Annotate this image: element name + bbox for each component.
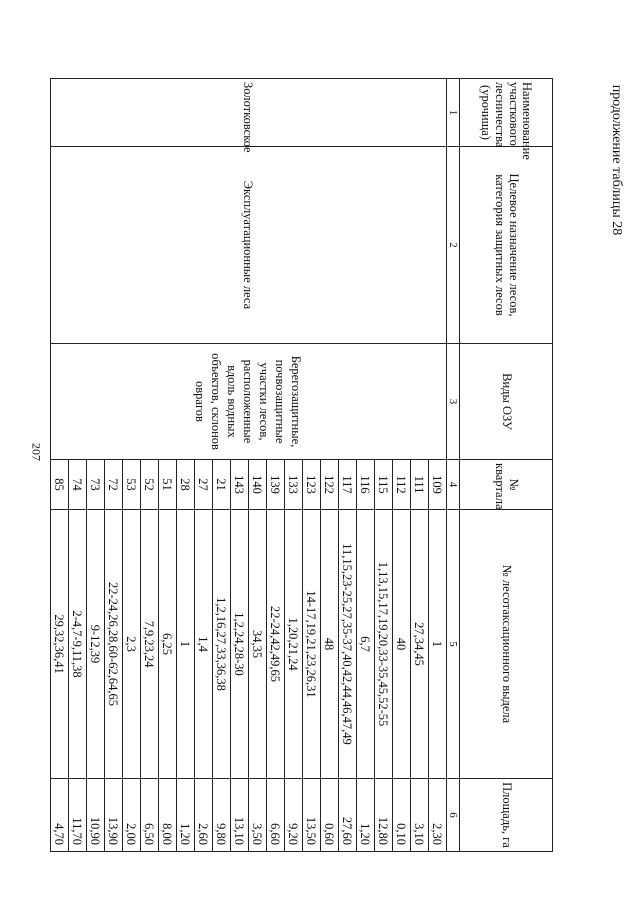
area-cell: 13,90 [105, 779, 123, 852]
quarter-cell: 51 [159, 460, 177, 510]
quarter-cell: 111 [411, 460, 429, 510]
allotment-cell: 1,2,24,28-30 [231, 510, 249, 779]
column-number: 4 [447, 460, 460, 510]
allotment-cell: 1 [177, 510, 195, 779]
ozu-type-cell: Берегозащитные, почвозащитные участки лесов, расположенные вдоль водных объектов, склонов оврагов [51, 344, 447, 460]
quarter-cell: 28 [177, 460, 195, 510]
area-cell: 12,80 [375, 779, 393, 852]
allotment-cell: 6,7 [357, 510, 375, 779]
header-forestry: Наименование участкового лесничества (урочища) [460, 79, 553, 147]
column-number: 6 [447, 779, 460, 852]
area-cell: 0,60 [321, 779, 339, 852]
area-cell: 6,50 [141, 779, 159, 852]
quarter-cell: 72 [105, 460, 123, 510]
quarter-cell: 139 [267, 460, 285, 510]
quarter-cell: 53 [123, 460, 141, 510]
allotment-cell: 2-4,7-9,11,38 [69, 510, 87, 779]
quarter-cell: 27 [195, 460, 213, 510]
quarter-cell: 116 [357, 460, 375, 510]
allotment-cell: 1,13,15,17,19,20,33-35,45,52-55 [375, 510, 393, 779]
area-cell: 13,10 [231, 779, 249, 852]
allotment-cell: 2,3 [123, 510, 141, 779]
allotment-cell: 34,35 [249, 510, 267, 779]
quarter-cell: 115 [375, 460, 393, 510]
area-cell: 10,90 [87, 779, 105, 852]
page-number: 207 [29, 443, 44, 461]
area-cell: 3,50 [249, 779, 267, 852]
area-cell: 2,60 [195, 779, 213, 852]
quarter-cell: 143 [231, 460, 249, 510]
allotment-cell: 1,4 [195, 510, 213, 779]
area-cell: 1,20 [177, 779, 195, 852]
quarter-cell: 109 [429, 460, 447, 510]
column-number: 1 [447, 79, 460, 147]
table-continuation-title: продолжение таблицы 28 [609, 84, 624, 236]
allotment-cell: 6,25 [159, 510, 177, 779]
quarter-cell: 140 [249, 460, 267, 510]
area-cell: 13,50 [303, 779, 321, 852]
column-number: 3 [447, 344, 460, 460]
allotment-cell: 14-17,19,21,23,26,31 [303, 510, 321, 779]
quarter-cell: 112 [393, 460, 411, 510]
area-cell: 11,70 [69, 779, 87, 852]
area-cell: 8,00 [159, 779, 177, 852]
allotment-cell: 22-24,26,28,60-62,64,65 [105, 510, 123, 779]
allotment-cell: 29,32,36,41 [51, 510, 69, 779]
area-cell: 3,10 [411, 779, 429, 852]
column-number: 5 [447, 510, 460, 779]
allotment-cell: 11,15,23-25,27,35-37,40,42,44,46,47,49 [339, 510, 357, 779]
area-cell: 6,60 [267, 779, 285, 852]
forestry-cell: Золотковское [51, 79, 447, 147]
quarter-cell: 117 [339, 460, 357, 510]
allotment-cell: 40 [393, 510, 411, 779]
allotment-cell: 22-24,42,49,65 [267, 510, 285, 779]
quarter-cell: 74 [69, 460, 87, 510]
allotment-cell: 1 [429, 510, 447, 779]
allotment-cell: 1,2,16,27,33,36,38 [213, 510, 231, 779]
area-cell: 9,20 [285, 779, 303, 852]
allotment-cell: 27,34,45 [411, 510, 429, 779]
quarter-cell: 21 [213, 460, 231, 510]
quarter-cell: 122 [321, 460, 339, 510]
table-row [429, 79, 447, 852]
allotment-cell: 1,20,21,24 [285, 510, 303, 779]
forest-table [50, 78, 553, 852]
allotment-cell: 9-12,39 [87, 510, 105, 779]
purpose-cell: Эксплуатационные леса [51, 147, 447, 344]
quarter-cell: 52 [141, 460, 159, 510]
allotment-cell: 7,9,23,24 [141, 510, 159, 779]
header-area: Площадь, га [460, 779, 553, 852]
header-quarter: № квартала [460, 460, 553, 510]
column-number-row [447, 79, 460, 852]
area-cell: 0,10 [393, 779, 411, 852]
quarter-cell: 85 [51, 460, 69, 510]
area-cell: 2,00 [123, 779, 141, 852]
rotated-table-container [52, 78, 553, 851]
quarter-cell: 73 [87, 460, 105, 510]
quarter-cell: 123 [303, 460, 321, 510]
column-number: 2 [447, 147, 460, 344]
area-cell: 4,70 [51, 779, 69, 852]
header-row [460, 79, 553, 852]
area-cell: 27,60 [339, 779, 357, 852]
allotment-cell: 48 [321, 510, 339, 779]
area-cell: 1,20 [357, 779, 375, 852]
quarter-cell: 133 [285, 460, 303, 510]
area-cell: 2,30 [429, 779, 447, 852]
area-cell: 9,80 [213, 779, 231, 852]
header-ozu-type: Виды ОЗУ [460, 344, 553, 460]
header-allotment: № лесотаксационного выдела [460, 510, 553, 779]
header-purpose: Целевое назначение лесов, категория защитных лесов [460, 147, 553, 344]
